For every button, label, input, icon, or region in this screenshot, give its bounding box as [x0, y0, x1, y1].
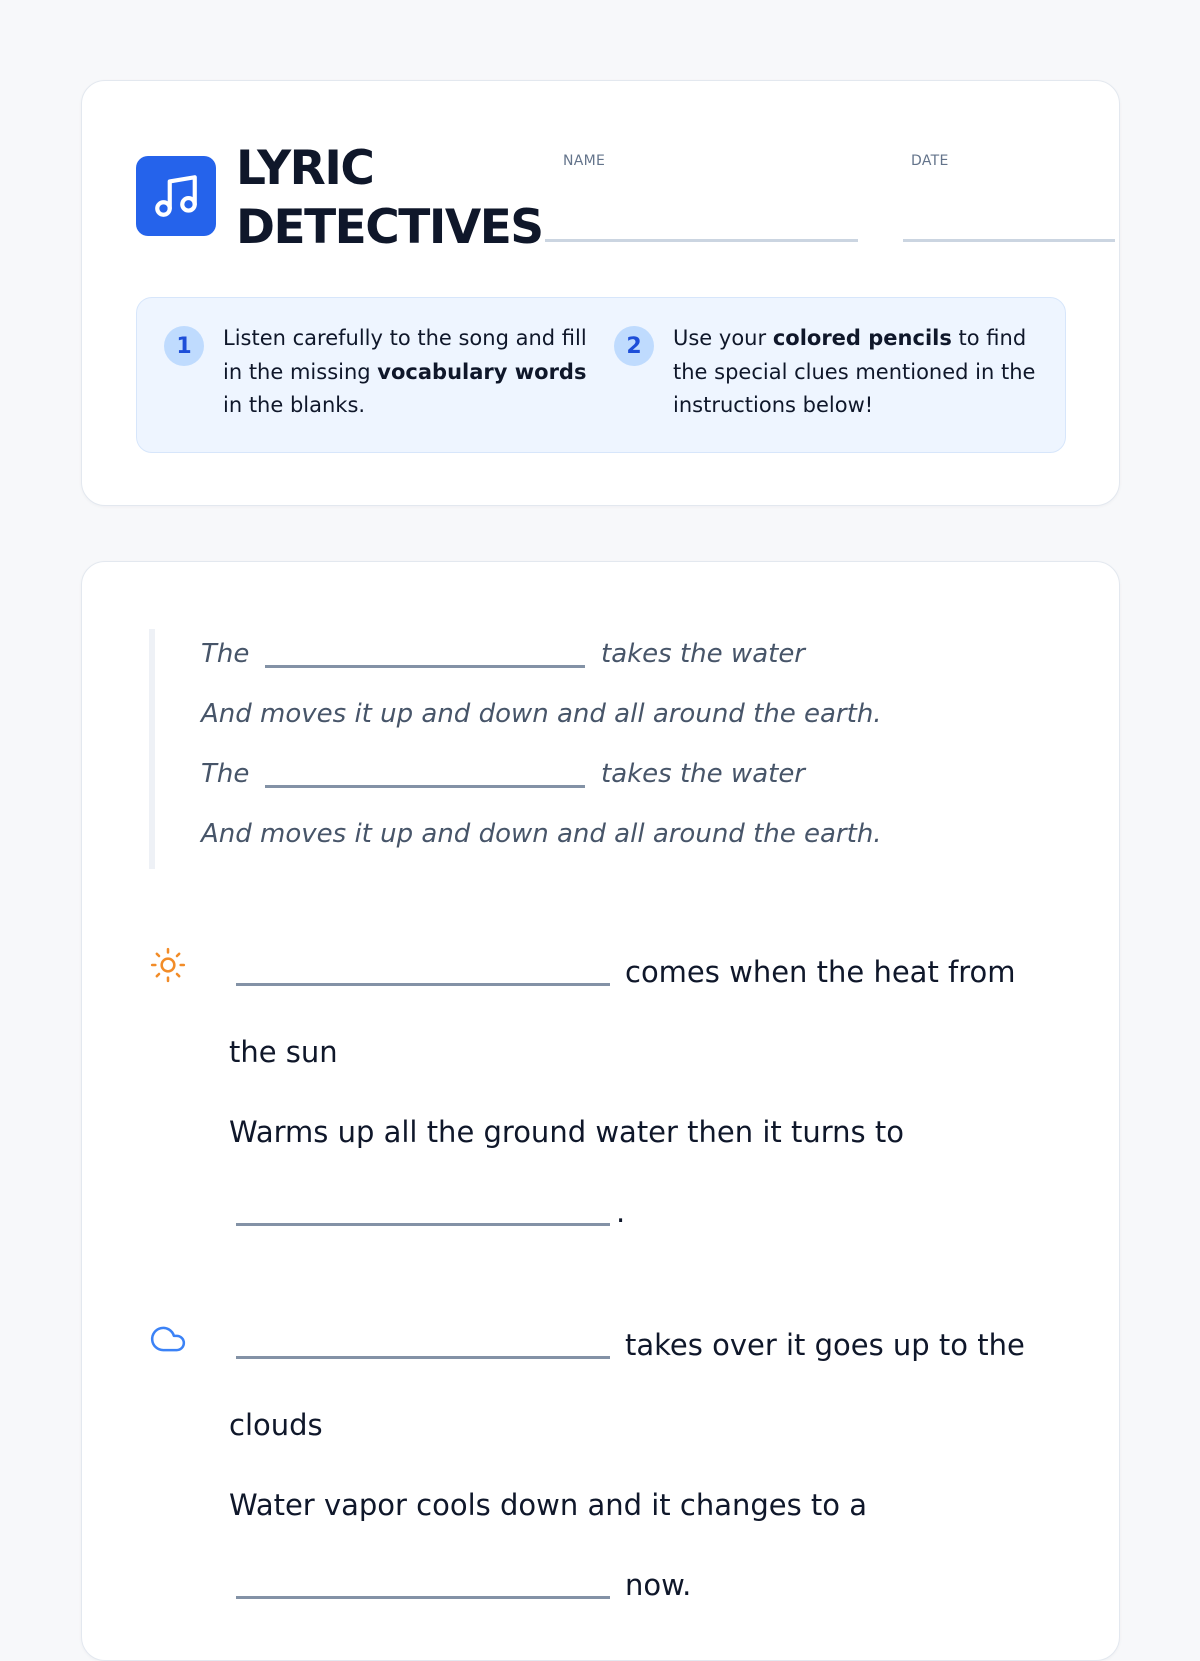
date-label: DATE	[911, 153, 949, 169]
cloud-icon	[149, 1320, 187, 1358]
chorus-line-1: The	[201, 639, 250, 669]
lyrics-card	[81, 561, 1120, 1661]
verse-1-blank-1[interactable]	[236, 983, 610, 986]
step-1-badge: 1	[164, 326, 204, 366]
sun-icon	[149, 946, 187, 984]
chorus-line-4: And moves it up and down and all around the earth.	[201, 819, 882, 849]
verse-2-line-2: clouds	[229, 1408, 323, 1442]
header-card	[81, 80, 1120, 506]
step-1-text: Listen carefully to the song and fill in the missing vocabulary words in the blanks.	[223, 326, 587, 417]
chorus-line-1-end: takes the water	[601, 639, 806, 669]
chorus-line-3: The	[201, 759, 250, 789]
step-2-text: Use your colored pencils to find the special clues mentioned in the instructions below!	[673, 326, 1036, 417]
verse-1-line-3: Warms up all the ground water then it turns to	[229, 1115, 904, 1149]
page-title	[236, 139, 543, 257]
verse-2-line-4: now.	[625, 1568, 692, 1602]
verse-2-blank-1[interactable]	[236, 1356, 610, 1359]
verse-1-line-4: .	[616, 1195, 626, 1229]
verse-2-line-3: Water vapor cools down and it changes to a	[229, 1488, 868, 1522]
chorus-line-2: And moves it up and down and all around the earth.	[201, 699, 882, 729]
title-line-1: LYRIC	[236, 141, 374, 196]
chorus-blank-2[interactable]	[265, 785, 585, 788]
chorus-block	[149, 629, 949, 869]
name-label: NAME	[563, 153, 606, 169]
name-field[interactable]	[545, 239, 858, 242]
instructions-box	[136, 297, 1066, 453]
verse-1-line-1: comes when the heat from	[625, 955, 1016, 989]
date-field[interactable]	[903, 239, 1115, 242]
verse-2-line-1: takes over it goes up to the	[625, 1328, 1025, 1362]
chorus-line-3-end: takes the water	[601, 759, 806, 789]
verse-1-line-2: the sun	[229, 1035, 338, 1069]
chorus-blank-1[interactable]	[265, 665, 585, 668]
step-2-badge: 2	[614, 326, 654, 366]
verse-2-blank-2[interactable]	[236, 1596, 610, 1599]
verse-1-blank-2[interactable]	[236, 1223, 610, 1226]
title-line-2: DETECTIVES	[236, 200, 543, 255]
music-note-icon	[151, 171, 201, 221]
logo	[136, 156, 216, 236]
